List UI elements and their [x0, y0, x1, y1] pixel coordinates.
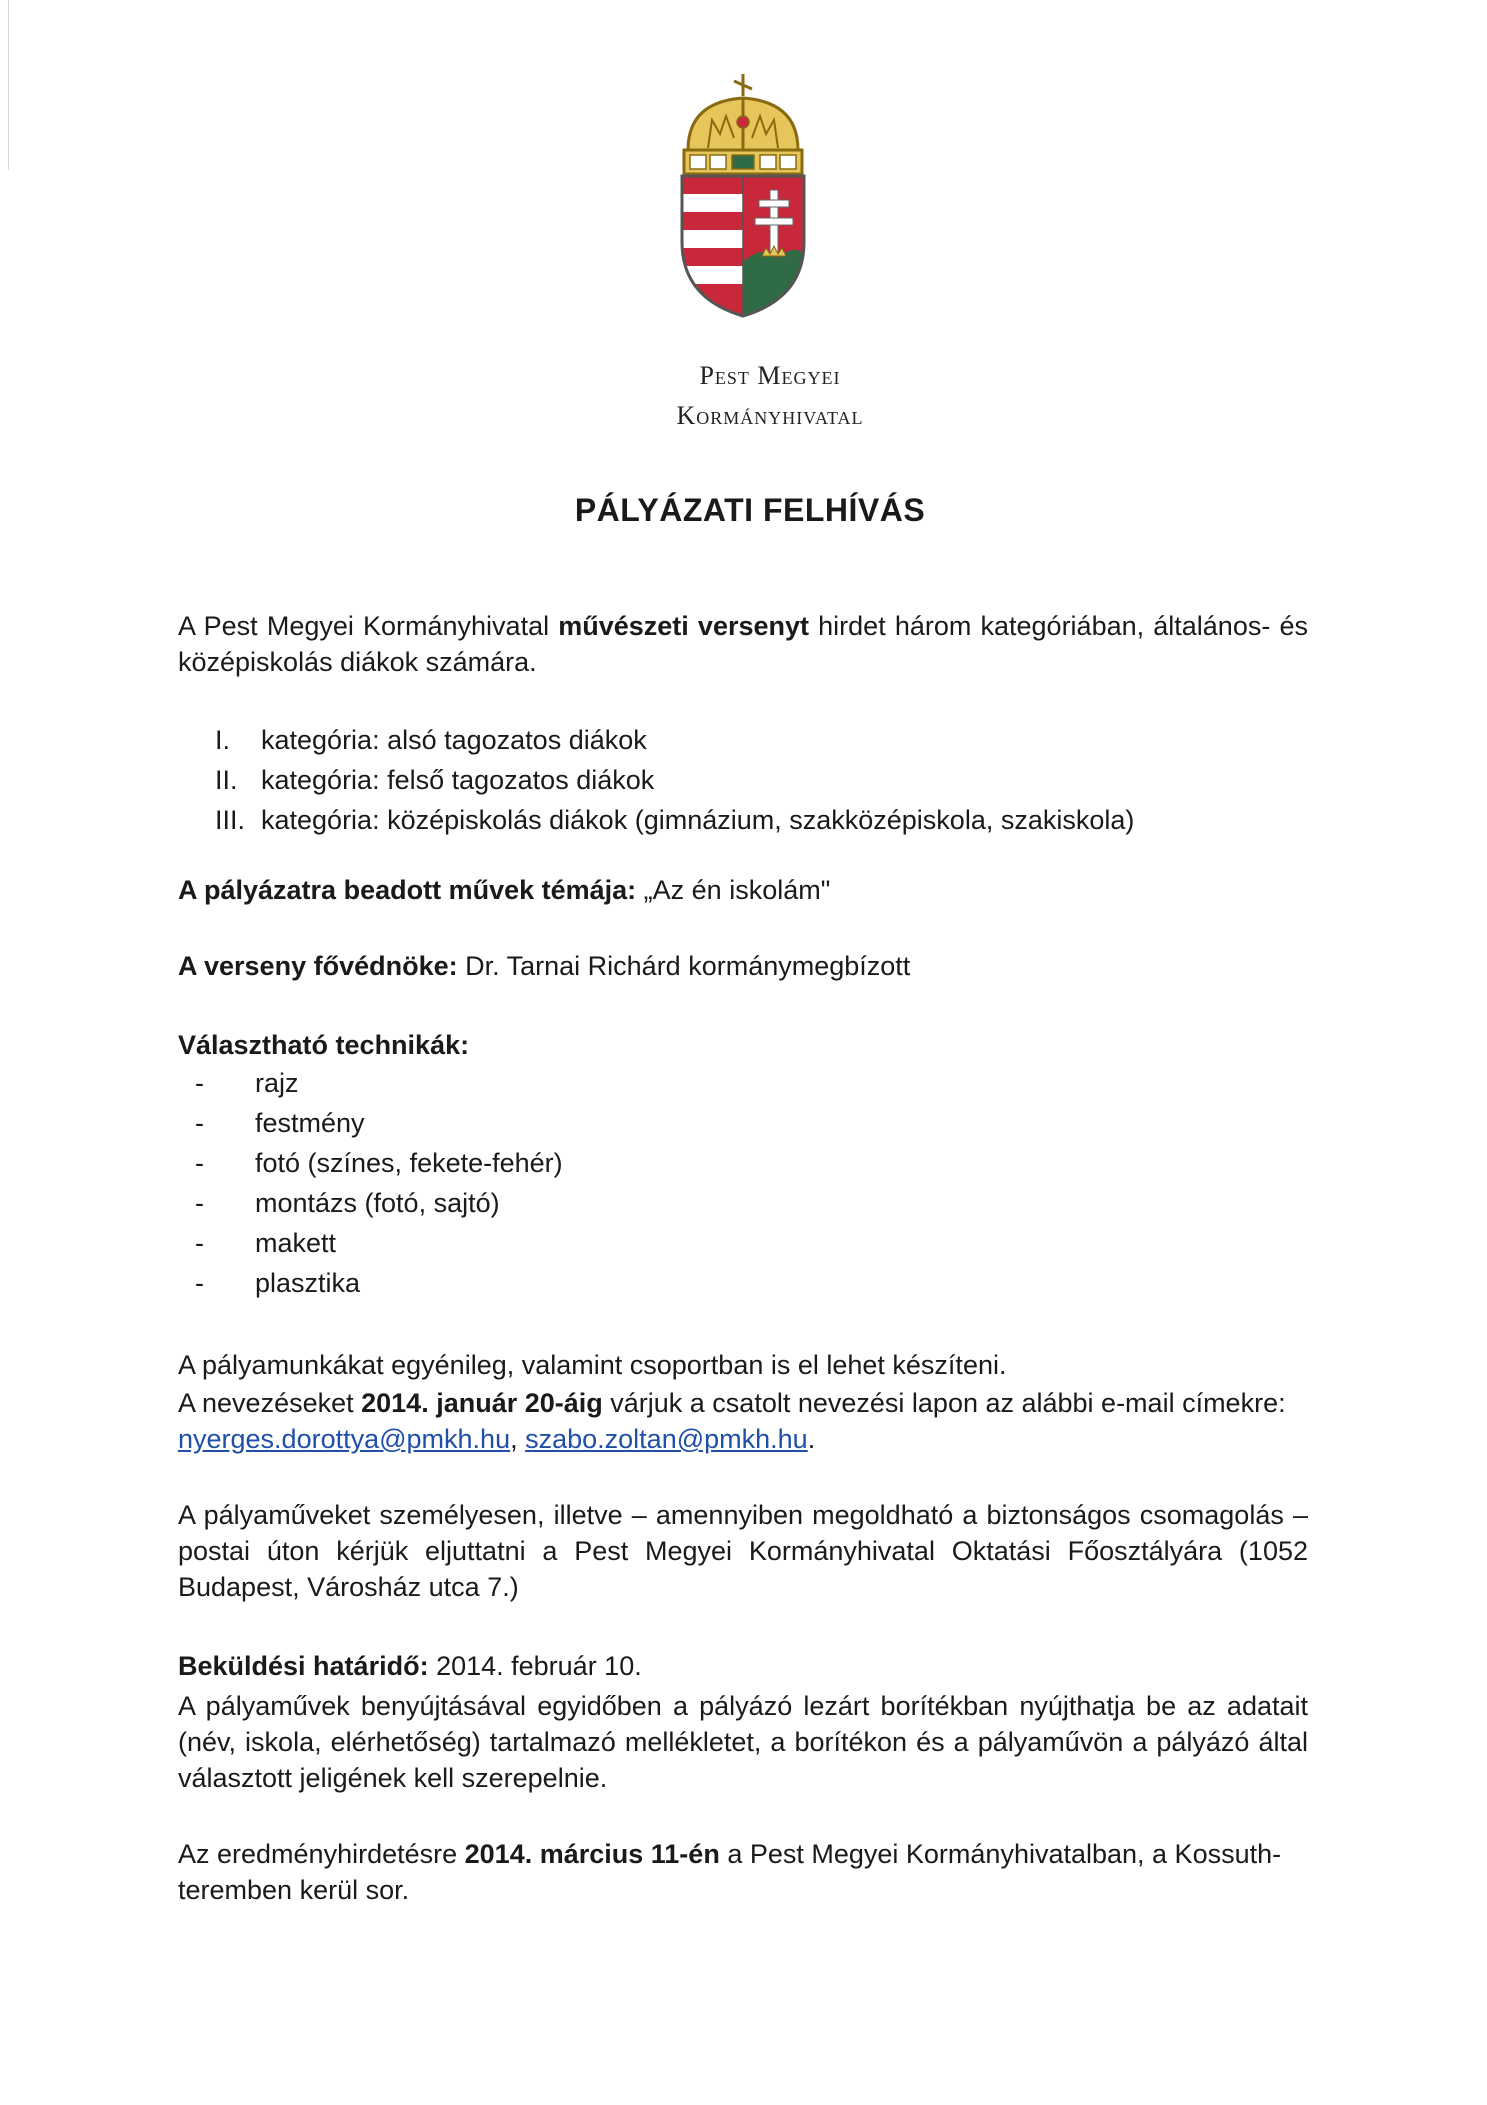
- technique-text: rajz: [255, 1068, 299, 1098]
- category-number: III.: [215, 805, 246, 835]
- entry-text-2: várjuk a csatolt nevezési lapon az alábbi e-mail címekre:: [602, 1388, 1286, 1418]
- list-dash: -: [195, 1108, 204, 1138]
- category-item: [215, 720, 1134, 760]
- category-number: I.: [215, 725, 231, 755]
- email-period: .: [807, 1424, 816, 1454]
- patron-label: A verseny fővédnöke:: [178, 951, 458, 981]
- results-text-2: a Pest Megyei Kormányhivatalban, a Kossuth-teremben kerül sor.: [178, 1839, 1282, 1905]
- results-date-bold: 2014. március 11-én: [464, 1839, 720, 1869]
- technique-item: [195, 1063, 563, 1103]
- technique-text: fotó (színes, fekete-fehér): [255, 1148, 563, 1178]
- technique-text: makett: [255, 1228, 337, 1258]
- intro-bold: művészeti versenyt: [558, 611, 810, 641]
- techniques-heading: Választható technikák:: [178, 1030, 470, 1060]
- theme-label: A pályázatra beadott művek témája:: [178, 875, 637, 905]
- list-dash: -: [195, 1268, 204, 1298]
- organization-line-1: Pest Megyei: [699, 361, 841, 390]
- category-list: [215, 720, 1134, 840]
- document-title: PÁLYÁZATI FELHÍVÁS: [574, 492, 926, 528]
- technique-item: [195, 1223, 563, 1263]
- technique-item: [195, 1143, 563, 1183]
- techniques-list: [195, 1063, 563, 1303]
- theme-line: [178, 872, 1308, 908]
- category-text: kategória: alsó tagozatos diákok: [261, 725, 647, 755]
- organization-name: [520, 356, 1020, 436]
- patron-value: Dr. Tarnai Richárd kormánymegbízott: [457, 951, 911, 981]
- delivery-paragraph: A pályaműveket személyesen, illetve – amennyiben megoldható a biztonságos csomagolás – postai úton kérjük eljuttatni a Pest Megyei Kormányhivatal Oktatási Főosztályára (1052 Budapest, Városház utca 7.): [178, 1500, 1308, 1602]
- organization-line-2: Kormányhivatal: [676, 401, 864, 430]
- list-dash: -: [195, 1148, 204, 1178]
- category-number: II.: [215, 765, 238, 795]
- technique-item: [195, 1103, 563, 1143]
- entry-text-1: A nevezéseket: [178, 1388, 362, 1418]
- technique-text: festmény: [255, 1108, 365, 1138]
- category-text: kategória: felső tagozatos diákok: [261, 765, 655, 795]
- coat-of-arms-icon: [668, 72, 818, 322]
- technique-item: [195, 1183, 563, 1223]
- group-note: A pályamunkákat egyénileg, valamint csoportban is el lehet készíteni.: [178, 1350, 1007, 1380]
- category-item: [215, 800, 1134, 840]
- intro-text-1: A Pest Megyei Kormányhivatal: [178, 611, 559, 641]
- category-item: [215, 760, 1134, 800]
- email-link-2[interactable]: szabo.zoltan@pmkh.hu: [525, 1424, 808, 1454]
- email-link-1[interactable]: nyerges.dorottya@pmkh.hu: [178, 1424, 511, 1454]
- email-separator: ,: [510, 1424, 526, 1454]
- entry-paragraph: [178, 1385, 1308, 1457]
- entry-deadline-bold: 2014. január 20-áig: [361, 1388, 603, 1418]
- technique-text: plasztika: [255, 1268, 361, 1298]
- results-text-1: Az eredményhirdetésre: [178, 1839, 465, 1869]
- technique-item: [195, 1263, 563, 1303]
- technique-text: montázs (fotó, sajtó): [255, 1188, 500, 1218]
- results-paragraph: [178, 1836, 1308, 1908]
- intro-paragraph: [178, 608, 1308, 680]
- list-dash: -: [195, 1228, 204, 1258]
- patron-line: [178, 948, 1308, 984]
- deadline-line: [178, 1648, 1308, 1684]
- envelope-paragraph: A pályaművek benyújtásával egyidőben a pályázó lezárt borítékban nyújthatja be az adatait (név, iskola, elérhetőség) tartalmazó mellékletet, a borítékon és a pályaművön a pályázó által választott jeligének kell szerepelnie.: [178, 1691, 1308, 1793]
- category-text: kategória: középiskolás diákok (gimnázium, szakközépiskola, szakiskola): [261, 805, 1135, 835]
- scan-edge-line: [8, 0, 9, 170]
- list-dash: -: [195, 1188, 204, 1218]
- theme-value: „Az én iskolám": [636, 875, 831, 905]
- list-dash: -: [195, 1068, 204, 1098]
- intro-text-2: hirdet három kategóriában, általános- és középiskolás diákok számára.: [178, 611, 1308, 677]
- deadline-label: Beküldési határidő:: [178, 1651, 429, 1681]
- deadline-value: 2014. február 10.: [428, 1651, 642, 1681]
